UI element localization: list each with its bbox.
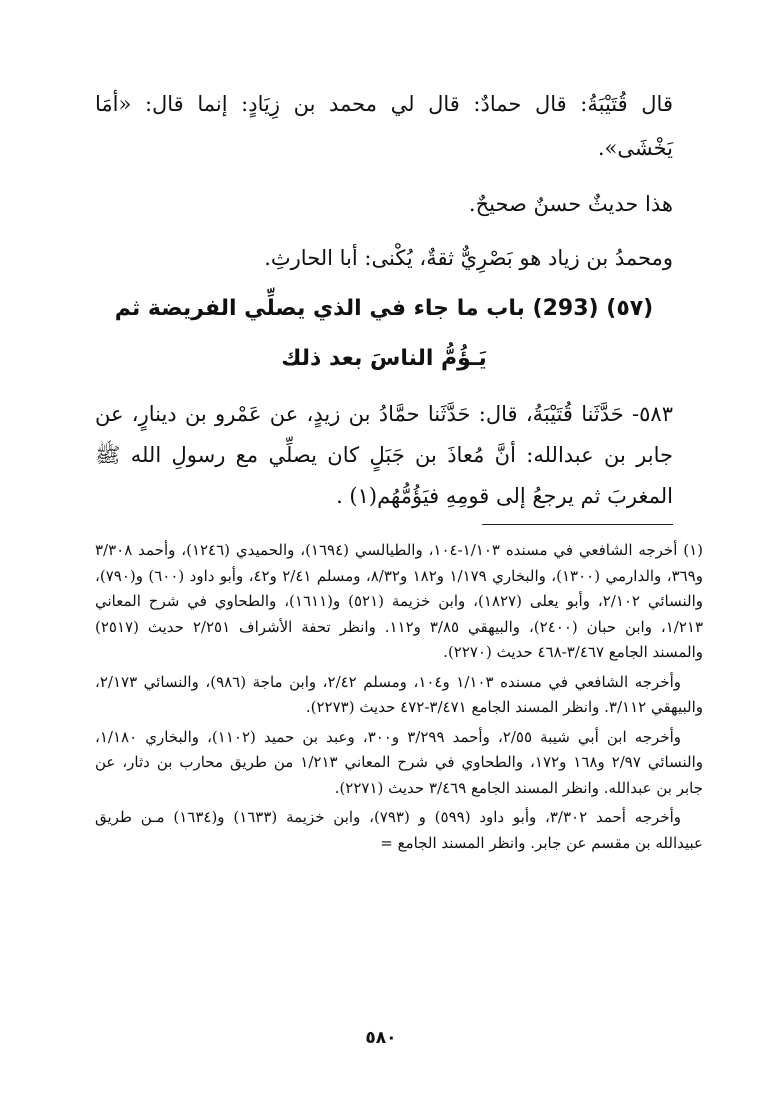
footnote-paragraph: وأخرجه ابن أبي شيبة ٢/٥٥، وأحمد ٣/٢٩٩ و٣٠٠، وعبد بن حميد (١١٠٢)، والبخاري ١/١٨٠، والنسائي ٢/٩٧ و١٦٨ و١٧٢، والطحاوي في شرح المعاني ١/٢١٣ من طريق محارب بن دثار، عن جابر بن عبدالله. وانظر المسند الجامع ٣/٤٦٩ حديث (٢٢٧١). [95, 727, 704, 797]
footnotes-section [95, 538, 703, 860]
body-paragraph-2: هذا حديثٌ حسنٌ صحيحٌ. [468, 192, 673, 216]
chapter-heading: (٥٧) (293) باب ما جاء في الذي يصلِّي الفريضة ثم يَـؤُمُّ الناسَ بعد ذلك [114, 296, 654, 371]
body-paragraph-1: قال قُتَيْبَةُ: قال حمادٌ: قال لي محمد بن زِيَادٍ: إنما قال: «أمَا يَخْشَى». [95, 92, 673, 160]
body-paragraph-3: ومحمدُ بن زياد هو بَصْرِيٌّ ثقةٌ، يُكْنى: أبا الحارثِ. [264, 246, 673, 270]
page-number: ٥٨٠ [365, 1028, 397, 1048]
footnote-divider [482, 524, 673, 525]
footnote-paragraph: وأخرجه أحمد ٣/٣٠٢، وأبو داود (٥٩٩) و (٧٩٣)، وابن خزيمة (١٦٣٣) و(١٦٣٤) مـن طريق عبيدالله بن مقسم عن جابر. وانظر المسند الجامع = [95, 808, 703, 852]
footnote-paragraph: (١) أخرجه الشافعي في مسنده ١/١٠٣-١٠٤، والطيالسي (١٦٩٤)، والحميدي (١٢٤٦)، وأحمد ٣/٣٠٨ و٣٦٩، والدارمي (١٣٠٠)، والبخاري ١/١٧٩ و١٨٢ و٨/٣٢، ومسلم ٢/٤١ و٤٢، وأبو داود (٦٠٠) و(٧٩٠)، والنسائي ٢/١٠٢، وأبو يعلى (١٨٢٧)، وابن خزيمة (٥٢١) و(١٦١١)، والطحاوي في شرح المعاني ١/٢١٣، وابن حبان (٢٤٠٠)، والبيهقي ٣/٨٥ و١١٢. وانظر تحفة الأشراف ٢/٢٥١ حديث (٢٥١٧) والمسند الجامع ٣/٤٦٧-٤٦٨ حديث (٢٢٧٠). [95, 541, 704, 661]
hadith-text: ٥٨٣- حَدَّثَنا قُتَيْبَةُ، قال: حَدَّثَنا حمَّادُ بن زيدٍ، عن عَمْرو بن دينارٍ، عن جابر بن عبدالله: أنَّ مُعاذَ بن جَبَلٍ كان يصلِّي مع رسولِ الله ﷺ المغربَ ثم يرجعُ إلى قومِهِ فيَؤُمُّهُم(١) . [95, 402, 673, 508]
footnote-paragraph: وأخرجه الشافعي في مسنده ١/١٠٣ و١٠٤، ومسلم ٢/٤٢، وابن ماجة (٩٨٦)، والنسائي ٢/١٧٣، والبيهقي ٣/١١٢. وانظر المسند الجامع ٣/٤٧١-٤٧٢ حديث (٢٢٧٣). [95, 672, 703, 716]
